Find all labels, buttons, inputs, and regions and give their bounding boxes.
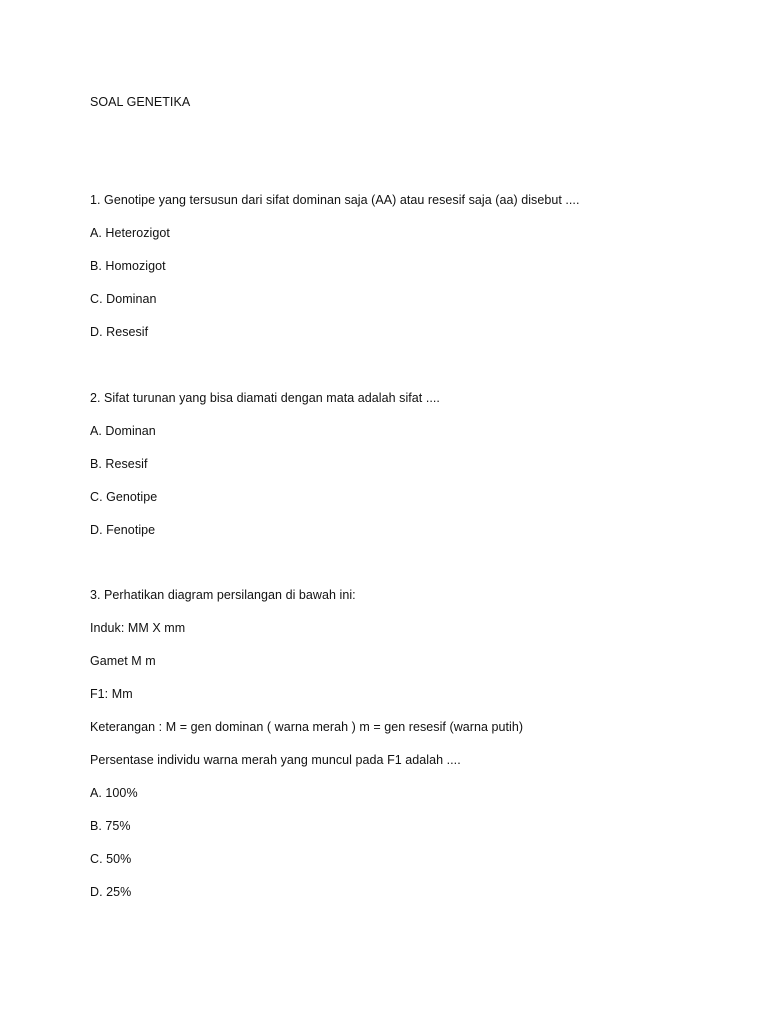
question-1-option-c: C. Dominan [90,292,157,306]
document-title: SOAL GENETIKA [90,95,191,109]
question-2-prompt: 2. Sifat turunan yang bisa diamati dengan mata adalah sifat .... [90,391,440,405]
question-1-option-a: A. Heterozigot [90,226,170,240]
question-3-option-a: A. 100% [90,786,138,800]
question-2-option-b: B. Resesif [90,457,148,471]
question-3-option-c: C. 50% [90,852,132,866]
question-3-legend: Keterangan : M = gen dominan ( warna merah ) m = gen resesif (warna putih) [90,720,524,734]
question-2-option-c: C. Genotipe [90,490,158,504]
question-1-option-d: D. Resesif [90,325,149,339]
question-3-parents: Induk: MM X mm [90,621,186,635]
question-1-prompt: 1. Genotipe yang tersusun dari sifat dominan saja (AA) atau resesif saja (aa) disebut .... [90,193,580,207]
question-3-gametes: Gamet M m [90,654,156,668]
question-3-prompt: 3. Perhatikan diagram persilangan di bawah ini: [90,588,356,602]
question-3-option-d: D. 25% [90,885,132,899]
question-1-option-b: B. Homozigot [90,259,166,273]
question-3-option-b: B. 75% [90,819,131,833]
question-3-f1: F1: Mm [90,687,133,701]
question-3-question: Persentase individu warna merah yang muncul pada F1 adalah .... [90,753,461,767]
question-2-option-a: A. Dominan [90,424,156,438]
question-2-option-d: D. Fenotipe [90,523,156,537]
